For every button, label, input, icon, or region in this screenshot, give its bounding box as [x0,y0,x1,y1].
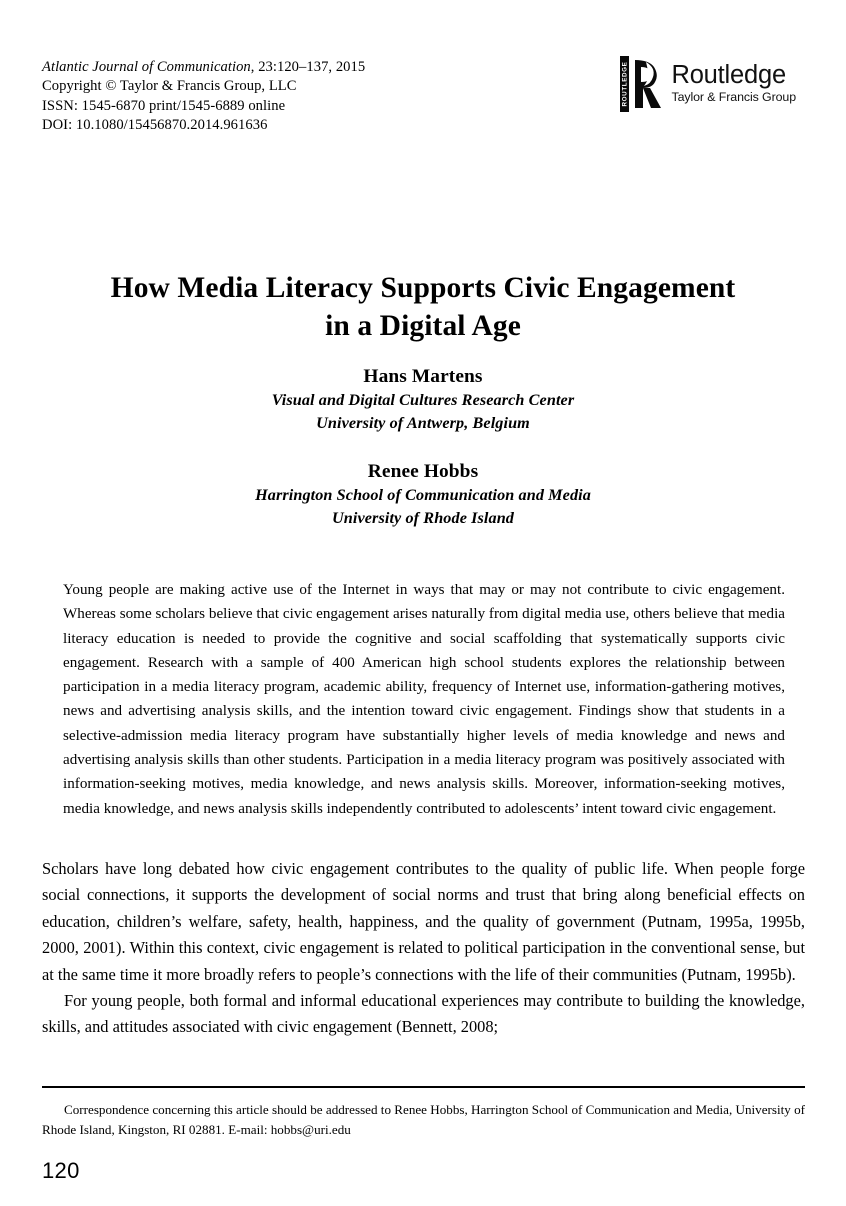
author-list [60,364,786,529]
journal-metadata-block [42,58,365,135]
journal-citation-line [42,58,365,77]
journal-volume-pages-year: , 23:120–137, 2015 [250,59,366,75]
doi-line: DOI: 10.1080/15456870.2014.961636 [42,116,268,133]
routledge-brand-text: Routledge [671,61,786,89]
copyright-line: Copyright © Taylor & Francis Group, LLC [42,78,297,95]
routledge-wordmark [671,56,796,112]
issn-line: ISSN: 1545-6870 print/1545-6889 online [42,97,286,114]
routledge-vertical-bar [620,56,629,112]
taylor-francis-group-text: Taylor & Francis Group [671,90,796,104]
author-entry [60,364,786,434]
footnote-divider [42,1086,805,1088]
author-affiliation-line: University of Antwerp, Belgium [316,413,530,432]
article-body [42,856,805,1041]
author-affiliation-line: University of Rhode Island [331,508,515,527]
correspondence-footnote: Correspondence concerning this article should be addressed to Renee Hobbs, Harrington School of Communication and Media, University of Rhode Island, Kingston, RI 02881. E-mail: hobbs@uri.edu [42,1102,805,1138]
body-paragraph: Scholars have long debated how civic engagement contributes to the quality of public life. When people forge social connections, it supports the development of social norms and trust that bring along beneficial effects on education, children’s welfare, safety, health, happiness, and the quality of government (Putnam, 1995a, 1995b, 2000, 2001). Within this context, civic engagement is related to political participation in the conventional sense, but at the same time it more broadly refers to people’s connections with the life of their communities (Putnam, 1995b). [42,859,805,984]
author-affiliation-line: Visual and Digital Cultures Research Center [271,391,575,409]
abstract: Young people are making active use of the Internet in ways that may or may not contribute to civic engagement. Whereas some scholars believe that civic engagement arises naturally from digital media use, others believe that media literacy education is needed to provide the cognitive and social scaffolding that systematically supports civic engagement. Research with a sample of 400 American high school students explores the relationship between participation in a media literacy program, academic ability, frequency of Internet use, information-gathering motives, news and advertising analysis skills, and the intention toward civic engagement. Findings show that students in a selective-admission media literacy program have substantially higher levels of media knowledge and news and advertising analysis skills than other students. Participation in a media literacy program was positively associated with information-seeking motives, media knowledge, and news analysis skills. Moreover, information-seeking motives, media knowledge, and news analysis skills independently contributed to adolescents’ intent toward civic engagement. [63,582,785,817]
author-name: Hans Martens [363,366,483,387]
journal-name: Atlantic Journal of Communication [42,59,251,75]
article-title: How Media Literacy Supports Civic Engagement in a Digital Age [110,271,736,342]
routledge-logo [620,56,796,112]
body-paragraph: For young people, both formal and informal educational experiences may contribute to building the knowledge, skills, and attitudes associated with civic engagement (Bennett, 2008; [42,991,805,1037]
author-name: Renee Hobbs [367,461,479,482]
routledge-vertical-label: ROUTLEDGE [621,61,629,107]
author-entry [60,459,786,529]
page-number: 120 [42,1158,80,1183]
masthead [42,58,804,135]
author-affiliation-line: Harrington School of Communication and Media [255,486,591,504]
routledge-r-mark-icon [632,56,662,112]
